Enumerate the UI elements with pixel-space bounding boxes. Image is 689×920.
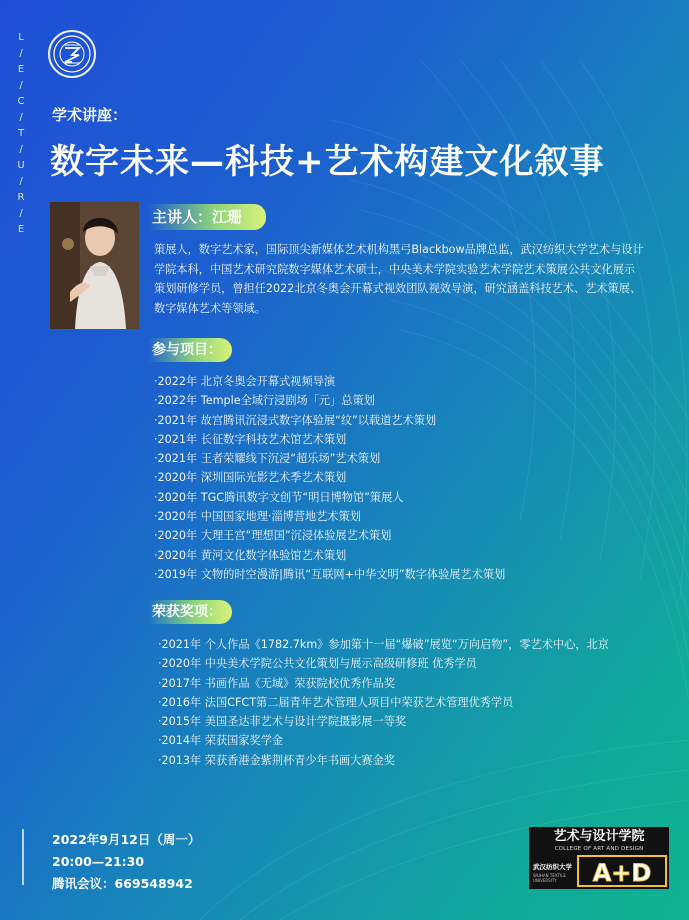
vertical-letter: L	[18, 32, 24, 43]
vertical-letter: /	[19, 48, 23, 59]
list-item: ·2021年 长征数字科技艺术馆艺术策划	[154, 432, 347, 446]
college-badge-school: 武汉纺织大学	[533, 863, 572, 871]
list-item: ·2015年 美国圣达菲艺术与设计学院摄影展一等奖	[158, 715, 407, 729]
list-item: ·2020年 深圳国际光影艺术季艺术策划	[154, 471, 347, 485]
awards-list	[158, 635, 609, 770]
event-date: 2022年9月12日（周一）	[52, 832, 201, 847]
list-item: ·2020年 中央美术学院公共文化策划与展示高级研修班 优秀学员	[158, 657, 477, 671]
list-item: ·2021年 个人作品《1782.7km》参加第十一届“爆破”展览“万向启物”，零艺术中心，北京	[158, 638, 609, 651]
a-plus-d-mark: A+D	[592, 859, 652, 887]
lecture-subtitle: 学术讲座：	[52, 106, 128, 124]
college-badge	[529, 827, 669, 889]
speaker-label: 主讲人：江珊	[148, 204, 266, 230]
awards-heading: 荣获奖项：	[148, 600, 232, 624]
list-item: ·2021年 王者荣耀线下沉浸“超乐场”艺术策划	[154, 452, 381, 466]
info-divider	[22, 829, 24, 885]
list-item: ·2020年 TGC腾讯数字文创节“明日博物馆”策展人	[154, 490, 404, 504]
list-item: ·2020年 中国国家地理·淄博营地艺术策划	[154, 510, 361, 524]
lecture-title: 数字未来—科技+艺术构建文化叙事	[50, 142, 605, 182]
college-badge-school-english: WUHAN TEXTILE UNIVERSITY	[533, 873, 566, 883]
college-badge-english: COLLEGE OF ART AND DESIGN	[554, 846, 644, 852]
event-info	[52, 829, 200, 895]
list-item: ·2022年 Temple全域行浸剧场「元」总策划	[154, 394, 375, 408]
list-item: ·2017年 书画作品《无域》荣获院校优秀作品奖	[158, 676, 395, 690]
vertical-letter: /	[19, 176, 23, 187]
list-item: ·2020年 黄河文化数字体验馆艺术策划	[154, 548, 347, 562]
vertical-letter: C	[17, 96, 25, 107]
list-item: ·2020年 大理王宫“理想国”沉浸体验展艺术策划	[154, 529, 392, 543]
vertical-letter: /	[19, 80, 23, 91]
vertical-letter: T	[17, 128, 25, 139]
list-item: ·2019年 文物的时空漫游|腾讯“互联网+中华文明”数字体验展艺术策划	[154, 567, 506, 581]
university-logo-icon	[48, 30, 96, 78]
event-time: 20:00—21:30	[52, 854, 145, 869]
projects-list	[154, 372, 505, 584]
college-badge-title: 艺术与设计学院	[553, 829, 645, 844]
list-item: ·2022年 北京冬奥会开幕式视频导演	[154, 375, 336, 388]
speaker-bio: 策展人，数字艺术家，国际顶尖新媒体艺术机构黑弓Blackbow品牌总监，武汉纺织大学艺术与设计学院本科，中国艺术研究院数字媒体艺术硕士，中央美术学院实验艺术学院艺术策展公共文化展示策划研修学员，曾担任2022北京冬奥会开幕式视效团队视效导演，研究涵盖科技艺术、艺术策展、数字媒体艺术等领域。	[154, 243, 644, 315]
vertical-letter: E	[17, 224, 25, 235]
speaker-photo	[50, 202, 139, 329]
vertical-letter: /	[19, 112, 23, 123]
vertical-letter: E	[17, 64, 25, 75]
projects-heading: 参与项目：	[148, 338, 232, 362]
vertical-letter: /	[19, 208, 23, 219]
list-item: ·2014年 荣获国家奖学金	[158, 734, 284, 748]
a-plus-d-logo-icon	[577, 855, 667, 887]
list-item: ·2016年 法国CFCT第二届青年艺术管理人项目中荣获艺术管理优秀学员	[158, 695, 514, 709]
list-item: ·2021年 故宫腾讯沉浸式数字体验展“纹”以载道艺术策划	[154, 413, 437, 427]
vertical-letter: R	[17, 192, 25, 203]
vertical-letter: /	[19, 144, 23, 155]
event-meeting-id: 腾讯会议：669548942	[52, 876, 193, 891]
vertical-lecture-letters	[15, 32, 27, 240]
list-item: ·2013年 荣获香港金紫荆杯青少年书画大赛金奖	[158, 753, 395, 767]
vertical-letter: U	[17, 160, 25, 171]
